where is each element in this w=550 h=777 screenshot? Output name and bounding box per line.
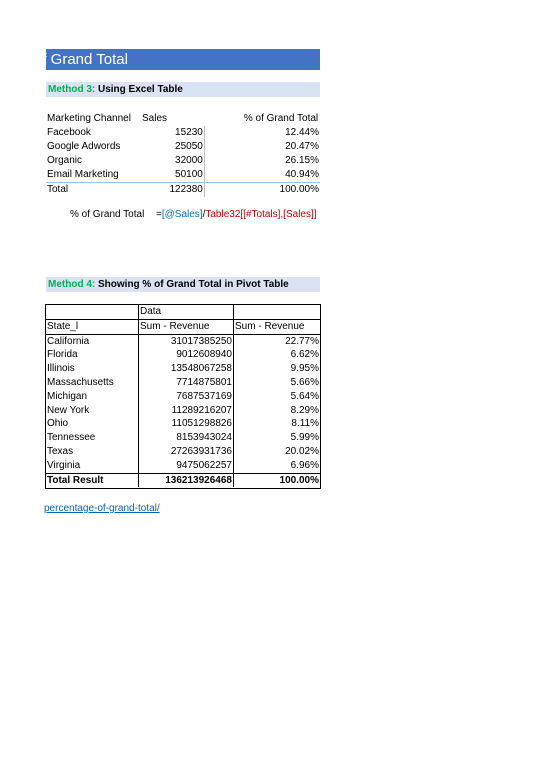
cell[interactable]: 7714875801 [139,376,234,390]
cell[interactable]: 5.99% [290,432,319,444]
cell[interactable]: 11051298826 [139,417,234,431]
formula-part: Table32[[#Totals],[Sales]] [205,209,317,220]
header-cell[interactable]: Sum - Revenue [234,319,321,334]
section-title-bar [34,49,320,70]
table-row [46,362,320,376]
cell[interactable]: 11289216207 [139,404,234,418]
table-row [46,140,320,154]
excel-table-header [46,112,320,126]
pivot-total-row [46,473,320,487]
cell[interactable]: 8.29% [290,404,319,416]
table-row [46,431,320,445]
section-title: of Grand Total [34,51,128,68]
table-row [46,459,320,473]
table-row [46,126,320,140]
cell[interactable]: Tennessee [46,431,139,445]
method-3-prefix: Method 3: [48,84,96,95]
cell[interactable]: Facebook [47,127,91,138]
table-row [46,334,320,348]
cell[interactable]: 9012608940 [139,348,234,362]
cell[interactable]: 20.47% [285,141,319,152]
table-row [46,417,320,431]
method-4-prefix: Method 4: [48,279,96,290]
cell[interactable]: New York [46,404,139,418]
cell[interactable] [234,305,321,319]
cell[interactable]: 7687537169 [139,390,234,404]
header-cell[interactable]: Sales [142,113,168,124]
cell[interactable]: California [46,334,139,348]
method-3-header [46,82,320,97]
header-cell[interactable]: Marketing Channel [47,113,131,124]
cell[interactable]: 32000 [141,154,204,168]
cell[interactable]: 26.15% [285,155,319,166]
formula-text [156,209,317,220]
cell[interactable]: 8153943024 [139,431,234,445]
cell[interactable]: 100.00% [204,183,320,198]
cell[interactable]: 6.96% [290,459,319,471]
cell[interactable]: 6.62% [290,349,319,361]
pivot-header-row [46,319,320,334]
cell[interactable]: Organic [47,155,83,166]
cell[interactable]: 25050 [141,140,204,154]
table-row [46,154,320,168]
method-4-header [46,277,320,292]
cell[interactable]: 5.66% [290,376,319,388]
table-row [46,445,320,459]
table-row [46,348,320,362]
cell[interactable]: 15230 [141,126,204,140]
table-row [46,168,320,183]
header-cell[interactable]: % of Grand Total [243,113,319,124]
cell[interactable]: Illinois [46,362,139,376]
cell[interactable]: 100.00% [234,473,321,487]
source-link[interactable]: percentage-of-grand-total/ [44,503,160,514]
cell[interactable]: 8.11% [291,418,319,430]
header-cell[interactable]: Sum - Revenue [139,319,234,334]
cell[interactable]: 50100 [141,168,204,183]
cell[interactable]: Texas [46,445,139,459]
cell[interactable]: Virginia [46,459,139,473]
pivot-data-label[interactable]: Data [139,305,234,319]
cell[interactable]: 13548067258 [139,362,234,376]
method-4-label: Showing % of Grand Total in Pivot Table [95,279,289,290]
table-row [46,390,320,404]
pivot-data-row [46,305,320,319]
cell[interactable]: 31017385250 [139,334,234,348]
cell[interactable]: Total Result [46,473,139,487]
cell[interactable]: Email Marketing [47,169,119,180]
cell[interactable]: 136213926468 [139,473,234,487]
cell[interactable]: 9475062257 [139,459,234,473]
method-3-label: Using Excel Table [95,84,183,95]
cell[interactable]: Total [46,183,141,198]
table-row [46,376,320,390]
cell[interactable]: Florida [46,348,139,362]
cell[interactable]: 12.44% [285,127,319,138]
formula-part: [@Sales] [161,209,203,220]
cell[interactable]: 5.64% [290,390,319,402]
formula-part: / [202,209,206,220]
cell[interactable]: 122380 [141,183,204,198]
formula-label: % of Grand Total [70,209,145,220]
header-cell[interactable]: State_l [46,319,139,334]
cell[interactable]: Massachusetts [46,376,139,390]
cell[interactable]: Ohio [46,417,139,431]
excel-table [46,112,320,197]
cell[interactable]: 40.94% [285,169,319,180]
formula-part: = [156,209,162,220]
cell[interactable] [46,305,139,319]
table-total-row [46,183,320,198]
cell[interactable]: 27263931736 [139,445,234,459]
cell[interactable]: Michigan [46,390,139,404]
cell[interactable]: 22.77% [285,335,319,347]
table-row [46,404,320,418]
cell[interactable]: 9.95% [290,363,319,375]
cell[interactable]: 20.02% [285,445,319,457]
cell[interactable]: Google Adwords [47,141,121,152]
pivot-table [46,305,320,487]
